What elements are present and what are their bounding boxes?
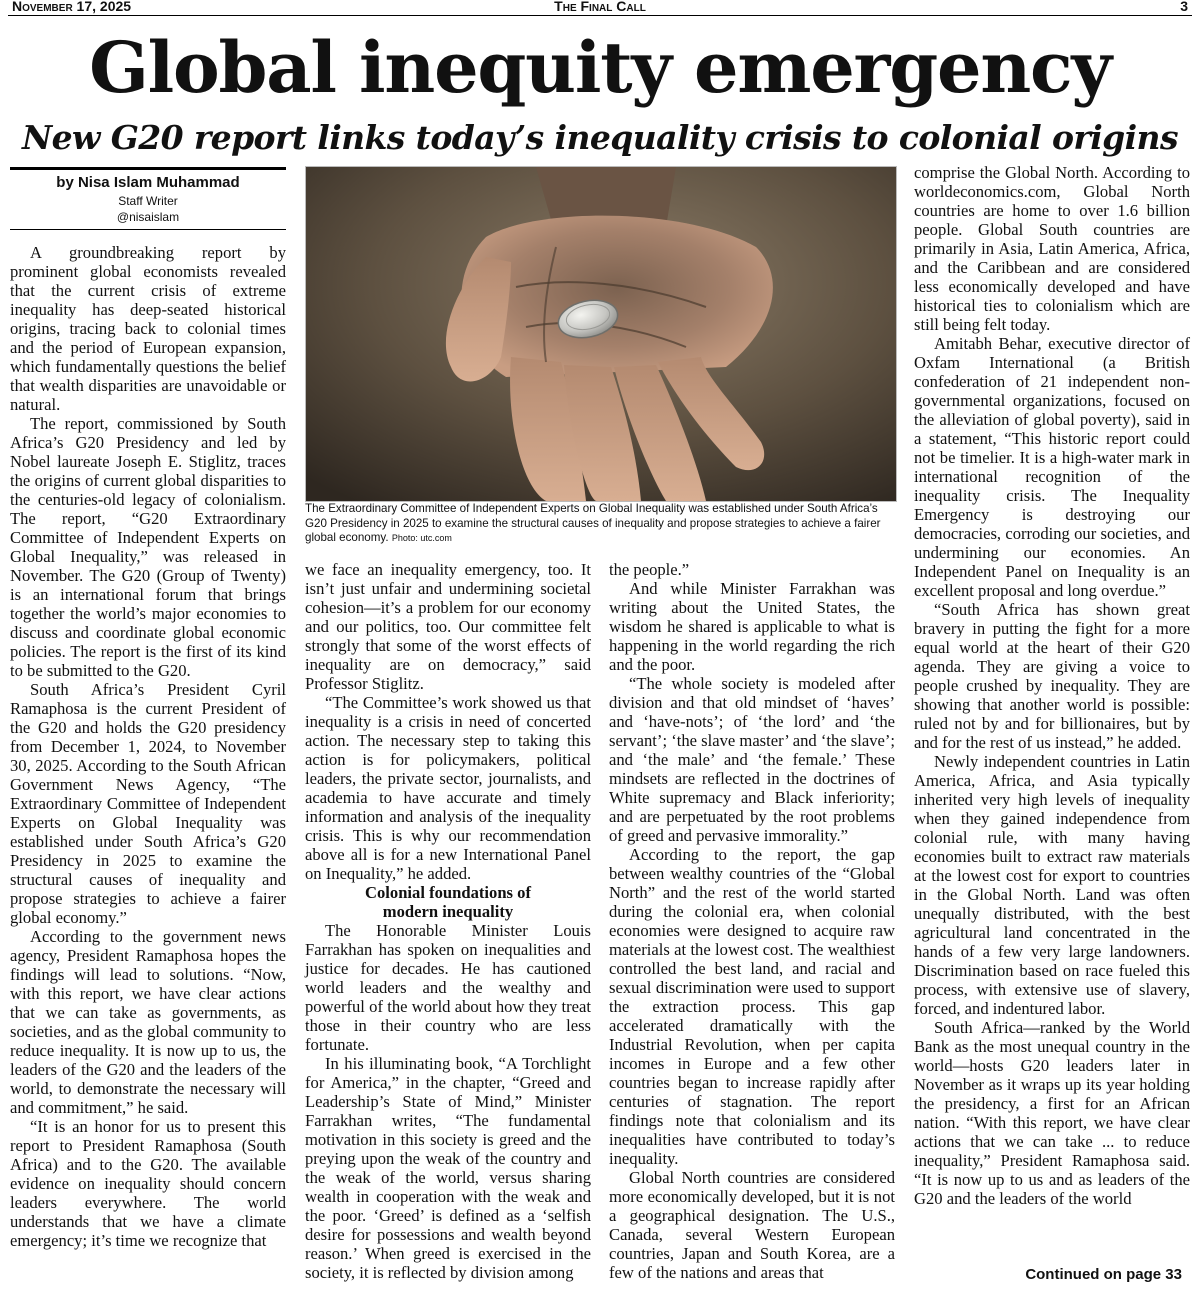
article-column-4 xyxy=(914,163,1190,1208)
continued-on-page-link[interactable]: Continued on page 33 xyxy=(1025,1266,1182,1283)
paragraph: we face an inequality emergency, too. It isn’t just unfair and undermining societal cohesion—it’s a problem for our economy and our politics, too. Our committee felt strongly that some of the worst effects of inequality are on democracy,” said Professor Stiglitz. xyxy=(305,560,591,693)
paragraph: “South Africa has shown great bravery in putting the fight for a more equal world at the heart of their G20 agenda. They are giving a voice to people crushed by inequality. They are showing that another world is possible: ruled not by and for billionaires, but by and for the rest of us instead,” he added. xyxy=(914,600,1190,752)
paragraph: A groundbreaking report by prominent global economists revealed that the current crisis of extreme inequality has deep-seated historical origins, tracing back to colonial times and the period of European expansion, which fundamentally questions the belief that wealth disparities are unavoidable or natural. xyxy=(10,243,286,414)
section-heading-line2: modern inequality xyxy=(382,902,514,921)
paragraph: According to the government news agency, President Ramaphosa hopes the findings will lead to solutions. “Now, with this report, we have clear actions that we can take as governments, as societies, and as the global community to reduce inequality. It is now up to us, the leaders of the G20 and the leaders of the world, to demonstrate the necessary will and commitment,” he said. xyxy=(10,927,286,1117)
article-column-1 xyxy=(10,243,286,1250)
headline: Global inequity emergency xyxy=(89,26,1111,109)
paragraph: “The whole society is modeled after division and that old mindset of ‘haves’ and ‘have-nots’; of ‘the lord’ and ‘the servant’; ‘the slave master’ and ‘the slave’; and ‘the male’ and ‘the female.’ These mindsets are reflected in the doctrines of White supremacy and Black inferiority; and are perpetuated by the root problems of greed and pervasive immorality.” xyxy=(609,674,895,845)
article-column-3 xyxy=(609,560,895,1282)
section-heading xyxy=(305,883,591,921)
paragraph: The Honorable Minister Louis Farrakhan has spoken on inequalities and justice for decades. He has cautioned world leaders and the wealthy and powerful of the world about how they treat those in their country who are less fortunate. xyxy=(305,921,591,1054)
author-handle: @nisaislam xyxy=(116,210,180,224)
subheadline: New G20 report links today’s inequality crisis to colonial origins xyxy=(22,118,1178,157)
photo-credit: Photo: utc.com xyxy=(391,533,452,543)
paragraph: comprise the Global North. According to worldeconomics.com, Global North countries are home to over 1.6 billion people. Global South countries are primarily in Asia, Latin America, Africa, and the Caribbean and are considered less economically developed and have historical ties to colonialism which are still being felt today. xyxy=(914,163,1190,334)
article-photo xyxy=(305,166,897,502)
paragraph: “It is an honor for us to present this report to President Ramaphosa (South Africa) and to the G20. The available evidence on inequality should concern leaders everywhere. The world understands that we have a climate emergency; it’s time we recognize that xyxy=(10,1117,286,1250)
hand-holding-coin-photo xyxy=(306,167,896,501)
caption-text: The Extraordinary Committee of Independent Experts on Global Inequality was established under South Africa’s G20 Presidency in 2025 to examine the structural causes of inequality and propose strategies to achieve a fairer global economy. xyxy=(305,502,881,544)
paragraph: South Africa’s President Cyril Ramaphosa is the current President of the G20 and holds the G20 presidency from December 1, 2024, to November 30, 2025. According to the South African Government News Agency, “The Extraordinary Committee of Independent Experts on Global Inequality was established under South Africa’s G20 Presidency in 2025 to examine the structural causes of inequality and propose strategies to achieve a fairer global economy.” xyxy=(10,680,286,927)
author-name: by Nisa Islam Muhammad xyxy=(56,174,240,191)
paragraph: Newly independent countries in Latin America, Africa, and Asia typically inherited very high levels of inequality when they gained independence from colonial rule, with many having economies built to extract raw materials at the lowest cost for export to countries in the Global North. Land was often unequally distributed, with the best agricultural land concentrated in the hands of a few very large landowners. Discrimination based on race fueled this process, with extensive use of slavery, forced, and indentured labor. xyxy=(914,752,1190,1018)
article-column-2 xyxy=(305,560,591,1282)
publication-name: The Final Call xyxy=(554,0,646,14)
paragraph: Global North countries are considered more economically developed, but it is not a geographical designation. The U.S., Canada, several Western European countries, Japan and South Korea, are a few of the nations and areas that xyxy=(609,1168,895,1282)
paragraph: South Africa—ranked by the World Bank as the most unequal country in the world—hosts G20 leaders later in November as it wraps up its year holding the presidency, a first for an African nation. “With this report, we have clear actions that we can take ... to reduce inequality,” President Ramaphosa said. “It is now up to us and as leaders of the G20 and the leaders of the world xyxy=(914,1018,1190,1208)
byline xyxy=(10,167,286,230)
paragraph: And while Minister Farrakhan was writing about the United States, the wisdom he shared is applicable to what is happening in the world regarding the rich and the poor. xyxy=(609,579,895,674)
author-title: Staff Writer xyxy=(118,194,178,208)
paragraph: Amitabh Behar, executive director of Oxfam International (a British confederation of 21 independent non-governmental organizations, focused on the alleviation of global poverty), said in a statement, “This historic report could not be timelier. It is a high-water mark in international recognition of the inequality crisis. The Inequality Emergency is destroying our democracies, corroding our societies, and undermining our economies. An Independent Panel on Inequality is an excellent proposal and long overdue.” xyxy=(914,334,1190,600)
paragraph: According to the report, the gap between wealthy countries of the “Global North” and the rest of the world started during the colonial era, when colonial economies were designed to acquire raw materials at the lowest cost. The wealthiest controlled the best land, and racial and sexual discrimination were used to support the extraction process. This gap accelerated dramatically with the Industrial Revolution, when per capita incomes in Europe and a few other countries began to increase rapidly after centuries of stagnation. The report findings note that colonialism and its inequalities have contributed to today’s inequality. xyxy=(609,845,895,1168)
masthead xyxy=(8,0,1192,16)
issue-date: November 17, 2025 xyxy=(12,0,132,14)
paragraph: “The Committee’s work showed us that inequality is a crisis in need of concerted action. The necessary step to taking this action is for policymakers, political leaders, the private sector, journalists, and academia to have accurate and timely information and analysis of the inequality crisis. This is why our recommendation above all is for a new International Panel on Inequality,” he added. xyxy=(305,693,591,883)
section-heading-line1: Colonial foundations of xyxy=(365,883,531,902)
page-number: 3 xyxy=(1180,0,1188,14)
paragraph: the people.” xyxy=(609,560,690,579)
paragraph: In his illuminating book, “A Torchlight for America,” in the chapter, “Greed and Leadership’s State of Mind,” Minister Farrakhan writes, “The fundamental motivation in this society is greed and the preying upon the weak of the country and the weak of the world, versus sharing wealth in cooperation with the weak and the poor. ‘Greed’ is defined as a ‘selfish desire for possessions and wealth beyond reason.’ When greed is exercised in the society, it is reflected by division among xyxy=(305,1054,591,1282)
paragraph: The report, commissioned by South Africa’s G20 Presidency and led by Nobel laureate Joseph E. Stiglitz, traces the origins of current global disparities to the centuries-old legacy of colonialism. The report, “G20 Extraordinary Committee of Independent Experts on Global Inequality,” was released in November. The G20 (Group of Twenty) is an international forum that brings together the world’s major economies to discuss and coordinate global economic policies. The report is the first of its kind to be submitted to the G20. xyxy=(10,414,286,680)
photo-caption xyxy=(305,502,895,546)
